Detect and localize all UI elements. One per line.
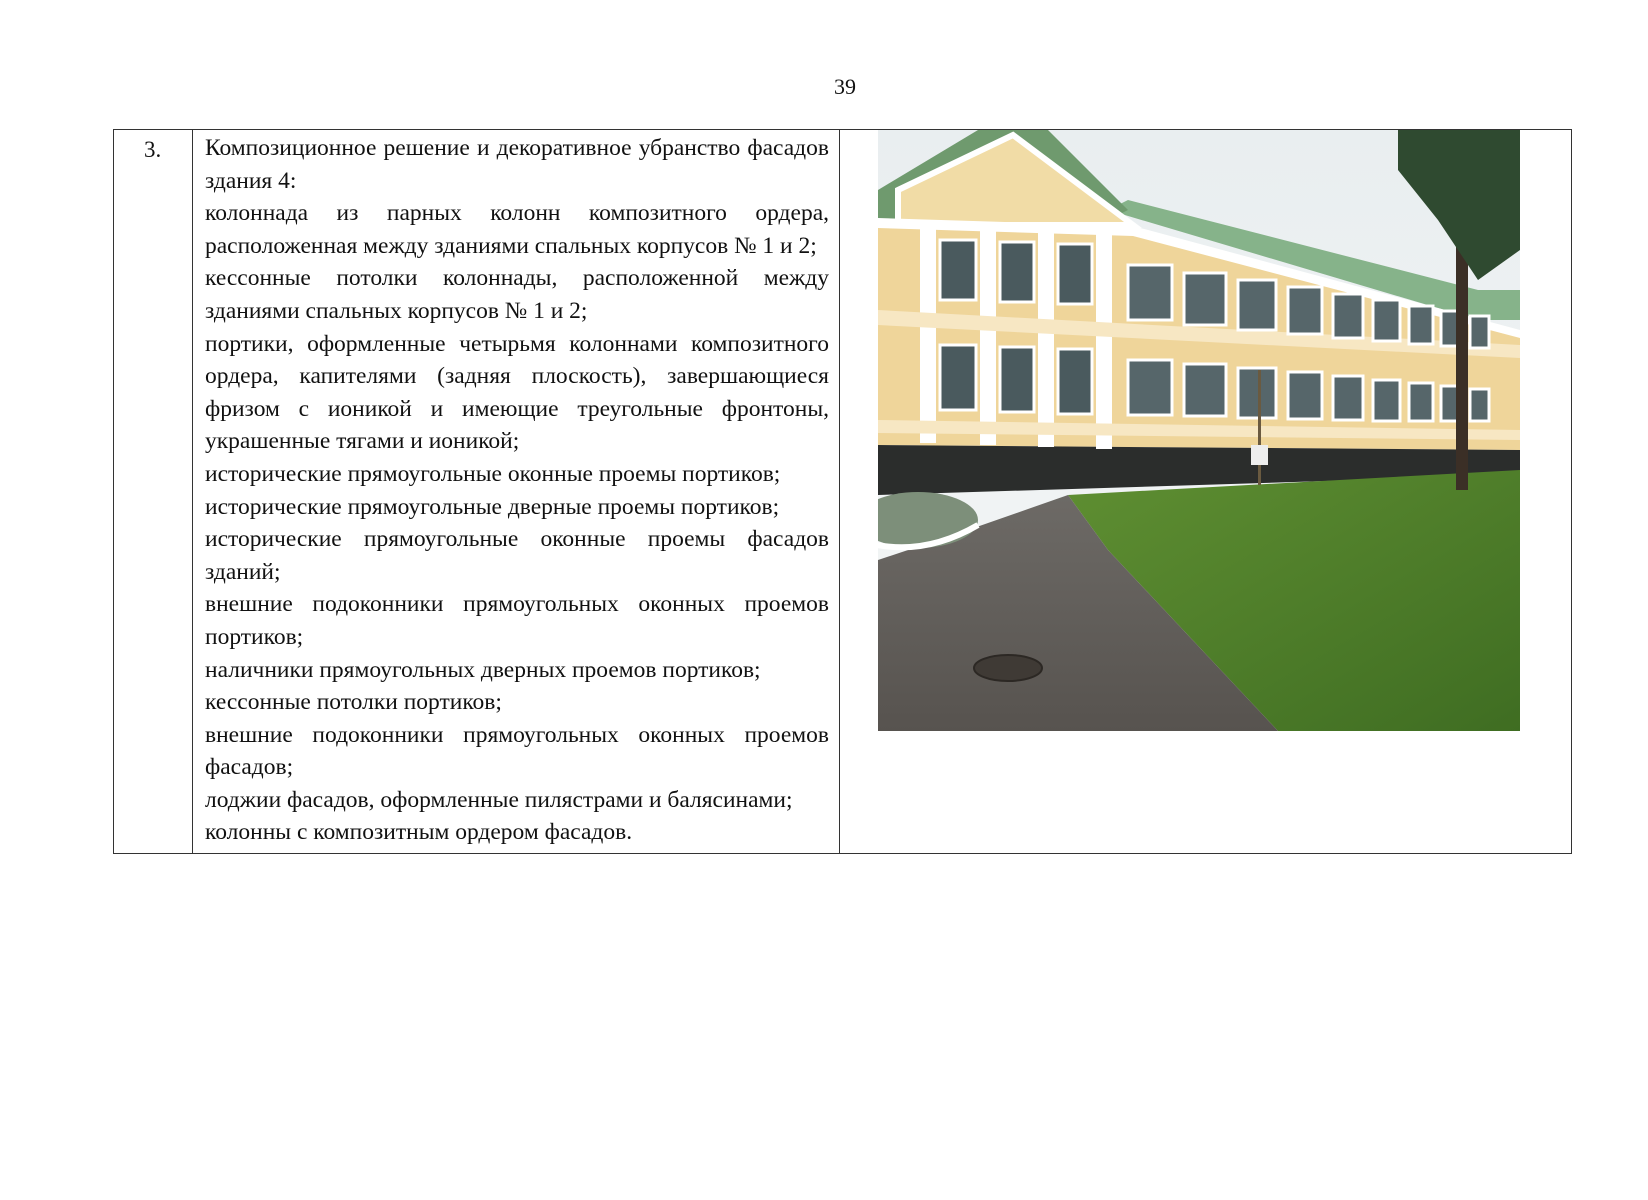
description-line: исторические прямоугольные дверные проемы портиков;	[205, 493, 780, 520]
row-number-cell	[114, 130, 193, 854]
building-facade-photo	[878, 130, 1520, 731]
heritage-elements-table	[113, 129, 1572, 854]
description-line: исторические прямоугольные оконные проемы фасадов зданий;	[205, 526, 829, 585]
description-line: кессонные потолки колоннады, расположенной между зданиями спальных корпусов № 1 и 2;	[205, 265, 829, 324]
description-line: наличники прямоугольных дверных проемов портиков;	[205, 656, 761, 683]
description-line: колонны с композитным ордером фасадов.	[205, 819, 633, 846]
row-number: 3.	[144, 137, 162, 162]
description-line: исторические прямоугольные оконные проемы портиков;	[205, 460, 781, 487]
table-row	[114, 130, 1572, 854]
description-line: кессонные потолки портиков;	[205, 689, 502, 716]
description-line: колоннада из парных колонн композитного ордера, расположенная между зданиями спальных корпусов № 1 и 2;	[205, 200, 829, 259]
photo-cell	[840, 130, 1572, 854]
description-line: внешние подоконники прямоугольных оконных проемов фасадов;	[205, 721, 829, 781]
description-line: портики, оформленные четырьмя колоннами композитного ордера, капителями (задняя плоскость), завершающиеся фризом с ионикой и имеющие треугольные фронтоны, украшенные тягами и ионикой;	[205, 330, 829, 455]
description-cell	[193, 130, 840, 854]
description-line: внешние подоконники прямоугольных оконных проемов портиков;	[205, 591, 829, 650]
page-number: 39	[834, 74, 856, 99]
description-list	[193, 130, 839, 853]
description-line: Композиционное решение и декоративное убранство фасадов здания 4:	[205, 135, 829, 194]
description-line: лоджии фасадов, оформленные пилястрами и балясинами;	[205, 786, 793, 813]
